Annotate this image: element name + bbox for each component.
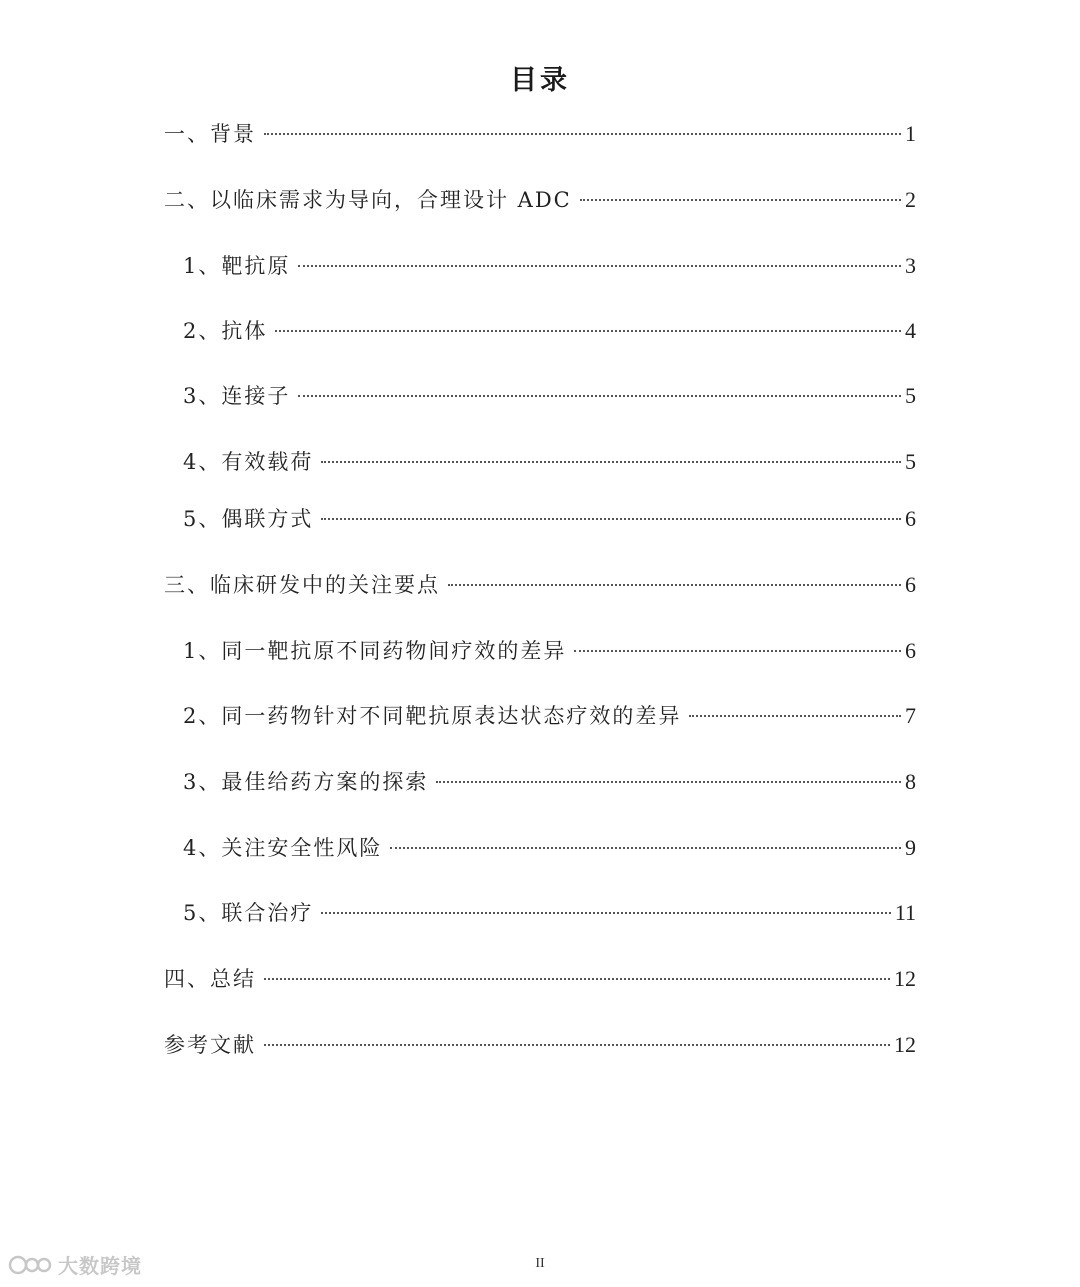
toc-entry-label: 三、临床研发中的关注要点 [164, 573, 440, 597]
toc-entry-label: 四、总结 [164, 967, 256, 991]
toc-dot-leader [275, 330, 901, 332]
toc-entry-label: 1、靶抗原 [183, 254, 291, 278]
toc-page-number: 6 [905, 638, 916, 663]
toc-entry-summary[interactable] [164, 964, 916, 994]
toc-page-number: 3 [905, 253, 916, 278]
toc-entry-linker[interactable] [183, 381, 916, 411]
toc-dot-leader [580, 199, 901, 201]
toc-dot-leader [448, 584, 901, 586]
toc-entry-label: 4、有效载荷 [183, 450, 314, 474]
brand-logo-icon [8, 1252, 54, 1278]
toc-entry-label: 4、关注安全性风险 [183, 836, 383, 860]
watermark-text: 大数跨境 [58, 1254, 142, 1278]
toc-dot-leader [298, 265, 901, 267]
toc-page-number: 5 [905, 383, 916, 408]
toc-dot-leader [264, 1044, 890, 1046]
toc-entry-dosing-regimen[interactable] [183, 767, 916, 797]
toc-entry-adc-design[interactable] [164, 185, 916, 215]
toc-page-number: 1 [905, 121, 916, 146]
toc-entry-references[interactable] [164, 1030, 916, 1060]
watermark [8, 1250, 142, 1279]
toc-dot-leader [390, 847, 901, 849]
toc-entry-target-antigen[interactable] [183, 251, 916, 281]
toc-entry-label: 5、联合治疗 [183, 901, 314, 925]
toc-dot-leader [689, 715, 901, 717]
toc-entry-combination-therapy[interactable] [183, 898, 916, 928]
toc-dot-leader [574, 650, 901, 652]
toc-dot-leader [436, 781, 901, 783]
toc-page-number: 12 [894, 1032, 916, 1057]
toc-entry-safety-risk[interactable] [183, 833, 916, 863]
toc-page-number: 5 [905, 449, 916, 474]
toc-page-number: 8 [905, 769, 916, 794]
toc-page-number: 7 [905, 703, 916, 728]
toc-page-number: 12 [894, 966, 916, 991]
toc-entry-label: 2、同一药物针对不同靶抗原表达状态疗效的差异 [183, 704, 682, 728]
toc-page-number: 11 [894, 900, 916, 925]
toc-dot-leader [321, 461, 901, 463]
toc-page-number: 6 [905, 506, 916, 531]
toc-entry-same-target-diff-drugs[interactable] [183, 636, 916, 666]
toc-page-number: 2 [905, 187, 916, 212]
toc-entry-payload[interactable] [183, 447, 916, 477]
toc-entry-clinical-focus[interactable] [164, 570, 916, 600]
toc-dot-leader [298, 395, 901, 397]
toc-entry-label: 二、以临床需求为导向，合理设计 ADC [164, 188, 572, 212]
toc-dot-leader [264, 133, 901, 135]
toc-dot-leader [264, 978, 890, 980]
toc-entry-antibody[interactable] [183, 316, 916, 346]
toc-entry-conjugation[interactable] [183, 504, 916, 534]
toc-entry-label: 一、背景 [164, 122, 256, 146]
page-number: II [535, 1256, 545, 1271]
toc-page-number: 9 [905, 835, 916, 860]
toc-entry-label: 参考文献 [164, 1033, 256, 1057]
toc-entry-label: 1、同一靶抗原不同药物间疗效的差异 [183, 639, 567, 663]
toc-dot-leader [321, 518, 901, 520]
toc-entry-same-drug-diff-expression[interactable] [183, 701, 916, 731]
toc-entry-label: 2、抗体 [183, 319, 268, 343]
toc-page-number: 6 [905, 572, 916, 597]
toc-page-number: 4 [905, 318, 916, 343]
toc-entry-label: 5、偶联方式 [183, 507, 314, 531]
page-title: 目录 [510, 65, 570, 96]
toc-dot-leader [321, 912, 890, 914]
toc-entry-background[interactable] [164, 119, 916, 149]
toc-entry-label: 3、最佳给药方案的探索 [183, 770, 429, 794]
toc-entry-label: 3、连接子 [183, 384, 291, 408]
